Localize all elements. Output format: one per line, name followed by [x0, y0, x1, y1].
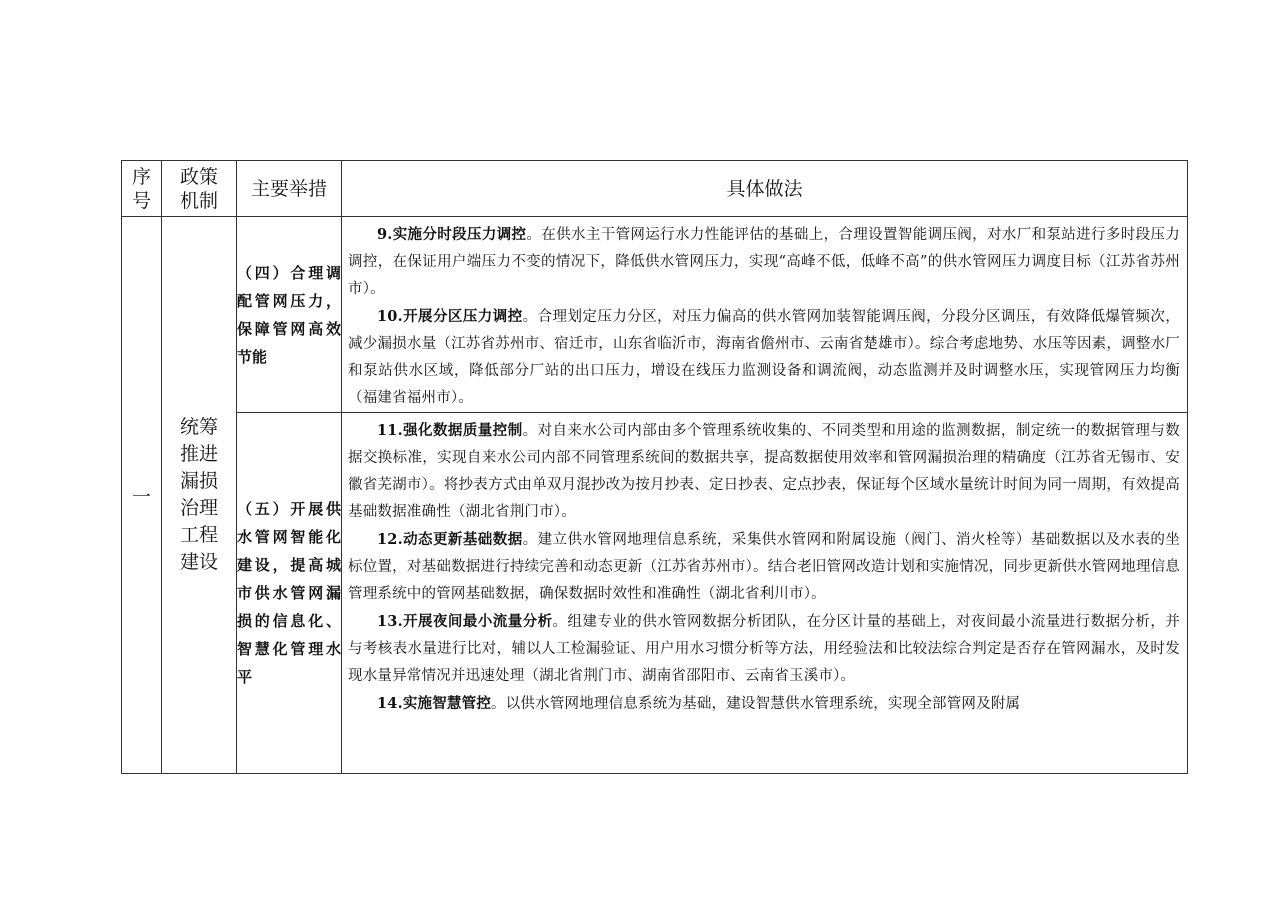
header-policy-mechanism: 政策机制 [162, 161, 237, 217]
practice-lead: 12.动态更新基础数据 [377, 531, 523, 548]
header-serial-number: 序号 [122, 161, 162, 217]
policy-table [121, 160, 1188, 774]
practice-item [348, 417, 1180, 526]
table-row [122, 217, 1188, 413]
practice-lead: 10.开展分区压力调控 [377, 308, 523, 325]
header-specific-practices: 具体做法 [342, 161, 1188, 217]
practice-lead: 14.实施智慧管控 [377, 695, 492, 712]
practice-body: 。在供水主干管网运行水力性能评估的基础上，合理设置智能调压阀，对水厂和泵站进行多时段压力调控，在保证用户端压力不变的情况下，降低供水管网压力，实现“高峰不低，低峰不高”的供水管网压力调度目标（江苏省苏州市）。 [348, 227, 1180, 297]
practice-item [348, 608, 1180, 690]
table-header-row [122, 161, 1188, 217]
practice-body: 。建立供水管网地理信息系统，采集供水管网和附属设施（阀门、消火栓等）基础数据以及水表的坐标位置，对基础数据进行持续完善和动态更新（江苏省苏州市）。结合老旧管网改造计划和实施情况，同步更新供水管网地理信息管理系统中的管网基础数据，确保数据时效性和准确性（湖北省利川市）。 [348, 532, 1180, 602]
table-row [122, 413, 1188, 774]
header-main-measures: 主要举措 [237, 161, 342, 217]
detail-cell [342, 413, 1188, 774]
practice-item [348, 303, 1180, 412]
practice-lead: 11.强化数据质量控制 [377, 422, 523, 439]
practice-body: 。以供水管网地理信息系统为基础，建设智慧供水管理系统，实现全部管网及附属 [491, 696, 1021, 712]
practice-body: 。合理划定压力分区，对压力偏高的供水管网加装智能调压阀，分段分区调压，有效降低爆管频次，减少漏损水量（江苏省苏州市、宿迁市，山东省临沂市，海南省儋州市、云南省楚雄市）。综合考虑地势、水压等因素，调整水厂和泵站供水区域，降低部分厂站的出口压力，增设在线压力监测设备和调流阀，动态监测并及时调整水压，实现管网压力均衡（福建省福州市）。 [348, 309, 1180, 406]
section-serial-number: 一 [122, 217, 162, 774]
practice-body: 。组建专业的供水管网数据分析团队，在分区计量的基础上，对夜间最小流量进行数据分析，并与考核表水量进行比对，辅以人工检漏验证、用户用水习惯分析等方法，用经验法和比较法综合判定是否存在管网漏水，及时发现水量异常情况并迅速处理（湖北省荆门市、湖南省邵阳市、云南省玉溪市）。 [348, 614, 1180, 684]
practice-lead: 13.开展夜间最小流量分析 [377, 613, 553, 630]
section-mechanism: 统筹推进漏损治理工程建设 [162, 217, 237, 774]
detail-cell [342, 217, 1188, 413]
measure-cell: （五）开展供水管网智能化建设，提高城市供水管网漏损的信息化、智慧化管理水平 [237, 413, 342, 774]
measure-cell: （四）合理调配管网压力，保障管网高效节能 [237, 217, 342, 413]
practice-item [348, 526, 1180, 608]
practice-body: 。对自来水公司内部由多个管理系统收集的、不同类型和用途的监测数据，制定统一的数据管理与数据交换标准，实现自来水公司内部不同管理系统间的数据共享，提高数据使用效率和管网漏损治理的精确度（江苏省无锡市、安徽省芜湖市）。将抄表方式由单双月混抄改为按月抄表、定日抄表、定点抄表，保证每个区域水量统计时间为同一周期，有效提高基础数据准确性（湖北省荆门市）。 [348, 423, 1180, 520]
practice-item [348, 690, 1180, 718]
practice-item [348, 221, 1180, 303]
practice-lead: 9.实施分时段压力调控 [377, 226, 527, 243]
